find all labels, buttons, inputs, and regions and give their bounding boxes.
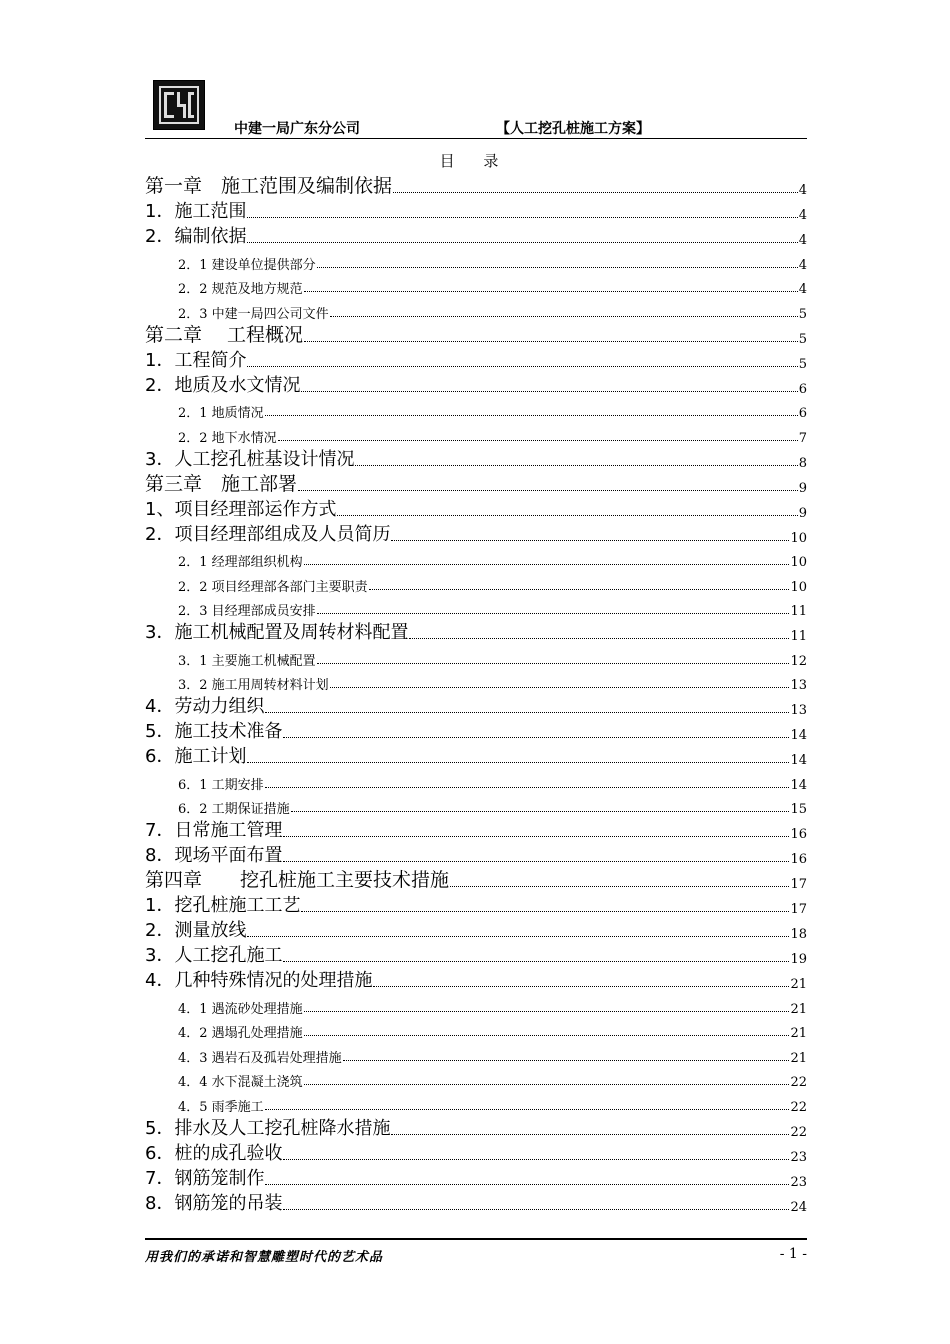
toc-entry-label: 第一章 施工范围及编制依据 <box>145 175 393 197</box>
logo-stroke <box>164 115 174 118</box>
toc-entry-page: 21 <box>790 1050 807 1066</box>
toc-entry-page: 9 <box>798 505 807 521</box>
toc-leader-dots <box>265 711 789 713</box>
toc-leader-dots <box>373 985 789 987</box>
toc-leader-dots <box>283 736 789 738</box>
header-divider <box>145 138 807 139</box>
toc-leader-dots <box>450 885 789 887</box>
toc-entry[interactable] <box>145 347 807 372</box>
table-of-contents <box>145 173 807 1215</box>
toc-entry[interactable] <box>145 297 807 322</box>
toc-entry[interactable] <box>145 1017 807 1042</box>
toc-entry-page: 21 <box>790 977 807 992</box>
toc-entry-label: 4．5 雨季施工 <box>178 1099 264 1115</box>
toc-leader-dots <box>391 1133 789 1135</box>
toc-entry[interactable] <box>145 421 807 446</box>
toc-leader-dots <box>304 290 798 292</box>
toc-entry-page: 15 <box>790 802 807 817</box>
toc-entry[interactable] <box>145 793 807 818</box>
toc-leader-dots <box>247 365 797 367</box>
toc-entry-label: 4．劳动力组织 <box>145 696 265 717</box>
toc-entry[interactable] <box>145 273 807 298</box>
toc-leader-dots <box>265 1183 789 1185</box>
toc-leader-dots <box>391 539 789 541</box>
toc-entry-page: 16 <box>790 852 807 867</box>
toc-entry-page: 17 <box>790 877 807 892</box>
toc-entry-page: 14 <box>790 753 807 768</box>
toc-entry-label: 6．桩的成孔验收 <box>145 1142 283 1164</box>
toc-entry-page: 7 <box>798 430 807 446</box>
toc-entry[interactable] <box>145 743 807 768</box>
toc-entry-label: 2．2 地下水情况 <box>178 430 277 446</box>
toc-entry[interactable] <box>145 496 807 521</box>
toc-entry-page: 22 <box>790 1075 807 1090</box>
toc-entry[interactable] <box>145 892 807 917</box>
toc-entry-label: 6．2 工期保证措施 <box>178 802 290 817</box>
toc-entry[interactable] <box>145 669 807 694</box>
toc-leader-dots <box>265 414 798 416</box>
toc-entry[interactable] <box>145 718 807 743</box>
toc-entry-label: 4．3 遇岩石及孤岩处理措施 <box>178 1050 342 1066</box>
toc-entry-page: 4 <box>798 183 807 198</box>
toc-entry-page: 13 <box>790 703 807 718</box>
toc-entry-label: 3．2 施工用周转材料计划 <box>178 678 329 693</box>
toc-entry-label: 1．挖孔桩施工工艺 <box>145 895 301 916</box>
toc-entry[interactable] <box>145 1090 807 1115</box>
toc-entry-label: 3．人工挖孔施工 <box>145 945 283 966</box>
toc-entry-page: 21 <box>790 1001 807 1017</box>
toc-leader-dots <box>247 216 797 218</box>
toc-leader-dots <box>317 612 790 614</box>
toc-entry-label: 1．工程简介 <box>145 349 247 371</box>
toc-entry-label: 1、项目经理部运作方式 <box>145 498 337 520</box>
toc-entry-label: 4．4 水下混凝土浇筑 <box>178 1075 303 1090</box>
toc-entry[interactable] <box>145 942 807 967</box>
toc-entry-page: 5 <box>798 306 807 322</box>
toc-entry-page: 4 <box>798 233 807 248</box>
toc-entry[interactable] <box>145 1140 807 1165</box>
toc-entry-page: 11 <box>790 604 807 619</box>
toc-leader-dots <box>317 266 798 268</box>
toc-entry[interactable] <box>145 521 807 546</box>
toc-entry[interactable] <box>145 1165 807 1190</box>
toc-entry-page: 10 <box>790 579 807 595</box>
toc-entry-page: 18 <box>790 927 807 942</box>
toc-entry-page: 22 <box>790 1099 807 1115</box>
toc-entry-page: 11 <box>790 629 807 644</box>
toc-entry-page: 17 <box>790 902 807 917</box>
toc-entry[interactable] <box>145 693 807 718</box>
toc-leader-dots <box>409 637 789 639</box>
toc-entry-label: 8．现场平面布置 <box>145 845 283 866</box>
toc-entry-page: 16 <box>790 827 807 842</box>
toc-leader-dots <box>247 935 789 937</box>
toc-leader-dots <box>291 810 790 812</box>
toc-entry[interactable] <box>145 1190 807 1215</box>
toc-leader-dots <box>283 860 789 862</box>
logo-stroke <box>183 104 186 118</box>
toc-entry-label: 2．1 建设单位提供部分 <box>178 257 316 273</box>
toc-leader-dots <box>304 563 790 565</box>
logo-stroke <box>188 115 194 118</box>
toc-entry-page: 10 <box>790 530 807 546</box>
toc-entry-page: 12 <box>790 653 807 669</box>
toc-leader-dots <box>247 241 797 243</box>
toc-entry-label: 2．2 项目经理部各部门主要职责 <box>178 579 368 595</box>
toc-leader-dots <box>304 1010 790 1012</box>
toc-entry-page: 4 <box>798 282 807 297</box>
toc-entry-label: 3．人工挖孔桩基设计情况 <box>145 448 355 470</box>
toc-leader-dots <box>343 1059 790 1061</box>
toc-leader-dots <box>278 439 798 441</box>
toc-entry[interactable] <box>145 595 807 620</box>
toc-entry-page: 14 <box>790 777 807 793</box>
toc-entry-label: 7．日常施工管理 <box>145 820 283 841</box>
toc-entry-page: 4 <box>798 208 807 223</box>
toc-entry-page: 13 <box>790 678 807 693</box>
toc-entry-page: 9 <box>798 480 807 496</box>
toc-entry-page: 8 <box>798 455 807 471</box>
toc-entry-label: 2．项目经理部组成及人员简历 <box>145 523 391 545</box>
toc-entry[interactable] <box>145 397 807 422</box>
toc-entry[interactable] <box>145 471 807 496</box>
toc-entry-page: 6 <box>798 381 807 397</box>
toc-entry[interactable] <box>145 1115 807 1140</box>
toc-entry-page: 6 <box>798 406 807 421</box>
toc-entry[interactable] <box>145 446 807 471</box>
toc-leader-dots <box>304 1034 790 1036</box>
toc-entry[interactable] <box>145 198 807 223</box>
toc-leader-dots <box>304 1083 790 1085</box>
toc-leader-dots <box>317 662 790 664</box>
logo-stroke <box>164 92 174 95</box>
toc-leader-dots <box>301 910 789 912</box>
toc-entry-page: 21 <box>790 1026 807 1041</box>
toc-entry[interactable] <box>145 248 807 273</box>
footer-slogan: 用我们的承诺和智慧雕塑时代的艺术品 <box>145 1250 384 1265</box>
toc-entry-page: 23 <box>790 1174 807 1190</box>
toc-entry-page: 22 <box>790 1124 807 1140</box>
page-number: - 1 - <box>779 1246 807 1262</box>
toc-entry-label: 3．1 主要施工机械配置 <box>178 653 316 669</box>
toc-entry-label: 第四章 挖孔桩施工主要技术措施 <box>145 869 450 891</box>
logo-stroke <box>188 92 194 95</box>
toc-leader-dots <box>265 786 790 788</box>
footer-divider <box>145 1238 807 1240</box>
toc-leader-dots <box>330 686 790 688</box>
logo-frame <box>159 86 199 124</box>
toc-leader-dots <box>330 315 798 317</box>
toc-leader-dots <box>298 489 798 491</box>
toc-entry-label: 2．1 经理部组织机构 <box>178 555 303 570</box>
toc-leader-dots <box>304 340 798 342</box>
toc-entry[interactable] <box>145 619 807 644</box>
toc-entry-page: 10 <box>790 555 807 570</box>
toc-entry-label: 2．1 地质情况 <box>178 406 264 421</box>
cscec-logo-icon <box>153 80 205 130</box>
toc-entry[interactable] <box>145 546 807 571</box>
toc-entry-page: 5 <box>798 331 807 347</box>
toc-leader-dots <box>355 464 797 466</box>
toc-entry[interactable] <box>145 817 807 842</box>
toc-entry-label: 4．2 遇塌孔处理措施 <box>178 1026 303 1041</box>
toc-entry-page: 24 <box>790 1199 807 1215</box>
toc-entry-label: 1．施工范围 <box>145 201 247 222</box>
toc-entry-page: 14 <box>790 728 807 743</box>
header-company: 中建一局广东分公司 <box>234 121 360 137</box>
toc-entry-label: 3．施工机械配置及周转材料配置 <box>145 622 409 643</box>
toc-entry-label: 2．3 中建一局四公司文件 <box>178 306 329 322</box>
toc-entry-page: 23 <box>790 1149 807 1165</box>
toc-entry-page: 5 <box>798 356 807 372</box>
toc-entry-label: 7．钢筋笼制作 <box>145 1167 265 1189</box>
toc-entry-label: 第三章 施工部署 <box>145 472 298 495</box>
toc-entry-label: 第二章 工程概况 <box>145 323 304 346</box>
toc-entry[interactable] <box>145 917 807 942</box>
toc-leader-dots <box>283 960 789 962</box>
toc-entry-page: 19 <box>790 952 807 967</box>
toc-entry-label: 5．排水及人工挖孔桩降水措施 <box>145 1117 391 1139</box>
toc-entry-page: 4 <box>798 257 807 273</box>
toc-entry-label: 2．2 规范及地方规范 <box>178 282 303 297</box>
toc-entry-label: 6．1 工期安排 <box>178 777 264 793</box>
toc-entry[interactable] <box>145 842 807 867</box>
toc-leader-dots <box>247 761 789 763</box>
toc-leader-dots <box>393 191 798 193</box>
toc-entry-label: 2．测量放线 <box>145 920 247 941</box>
toc-leader-dots <box>369 588 790 590</box>
toc-entry-label: 5．施工技术准备 <box>145 721 283 742</box>
toc-entry[interactable] <box>145 322 807 347</box>
toc-entry-label: 2．地质及水文情况 <box>145 374 301 396</box>
toc-entry-label: 2．编制依据 <box>145 226 247 247</box>
toc-entry[interactable] <box>145 992 807 1017</box>
toc-title: 目 录 <box>439 152 511 170</box>
toc-entry-label: 2．3 目经理部成员安排 <box>178 604 316 619</box>
toc-entry[interactable] <box>145 1041 807 1066</box>
toc-entry-label: 8．钢筋笼的吊装 <box>145 1192 283 1214</box>
toc-entry[interactable] <box>145 372 807 397</box>
toc-entry[interactable] <box>145 570 807 595</box>
header-document-title: 【人工挖孔桩施工方案】 <box>496 121 650 137</box>
toc-entry-label: 4．几种特殊情况的处理措施 <box>145 970 373 991</box>
toc-leader-dots <box>283 835 789 837</box>
toc-entry-label: 6．施工计划 <box>145 746 247 767</box>
toc-entry[interactable] <box>145 173 807 198</box>
toc-entry[interactable] <box>145 223 807 248</box>
toc-entry-label: 4．1 遇流砂处理措施 <box>178 1001 303 1017</box>
toc-entry[interactable] <box>145 644 807 669</box>
toc-leader-dots <box>265 1108 790 1110</box>
toc-leader-dots <box>301 390 797 392</box>
toc-leader-dots <box>283 1208 789 1210</box>
toc-entry[interactable] <box>145 867 807 892</box>
toc-leader-dots <box>283 1158 789 1160</box>
toc-entry[interactable] <box>145 1066 807 1091</box>
toc-entry[interactable] <box>145 967 807 992</box>
toc-entry[interactable] <box>145 768 807 793</box>
toc-leader-dots <box>337 514 797 516</box>
